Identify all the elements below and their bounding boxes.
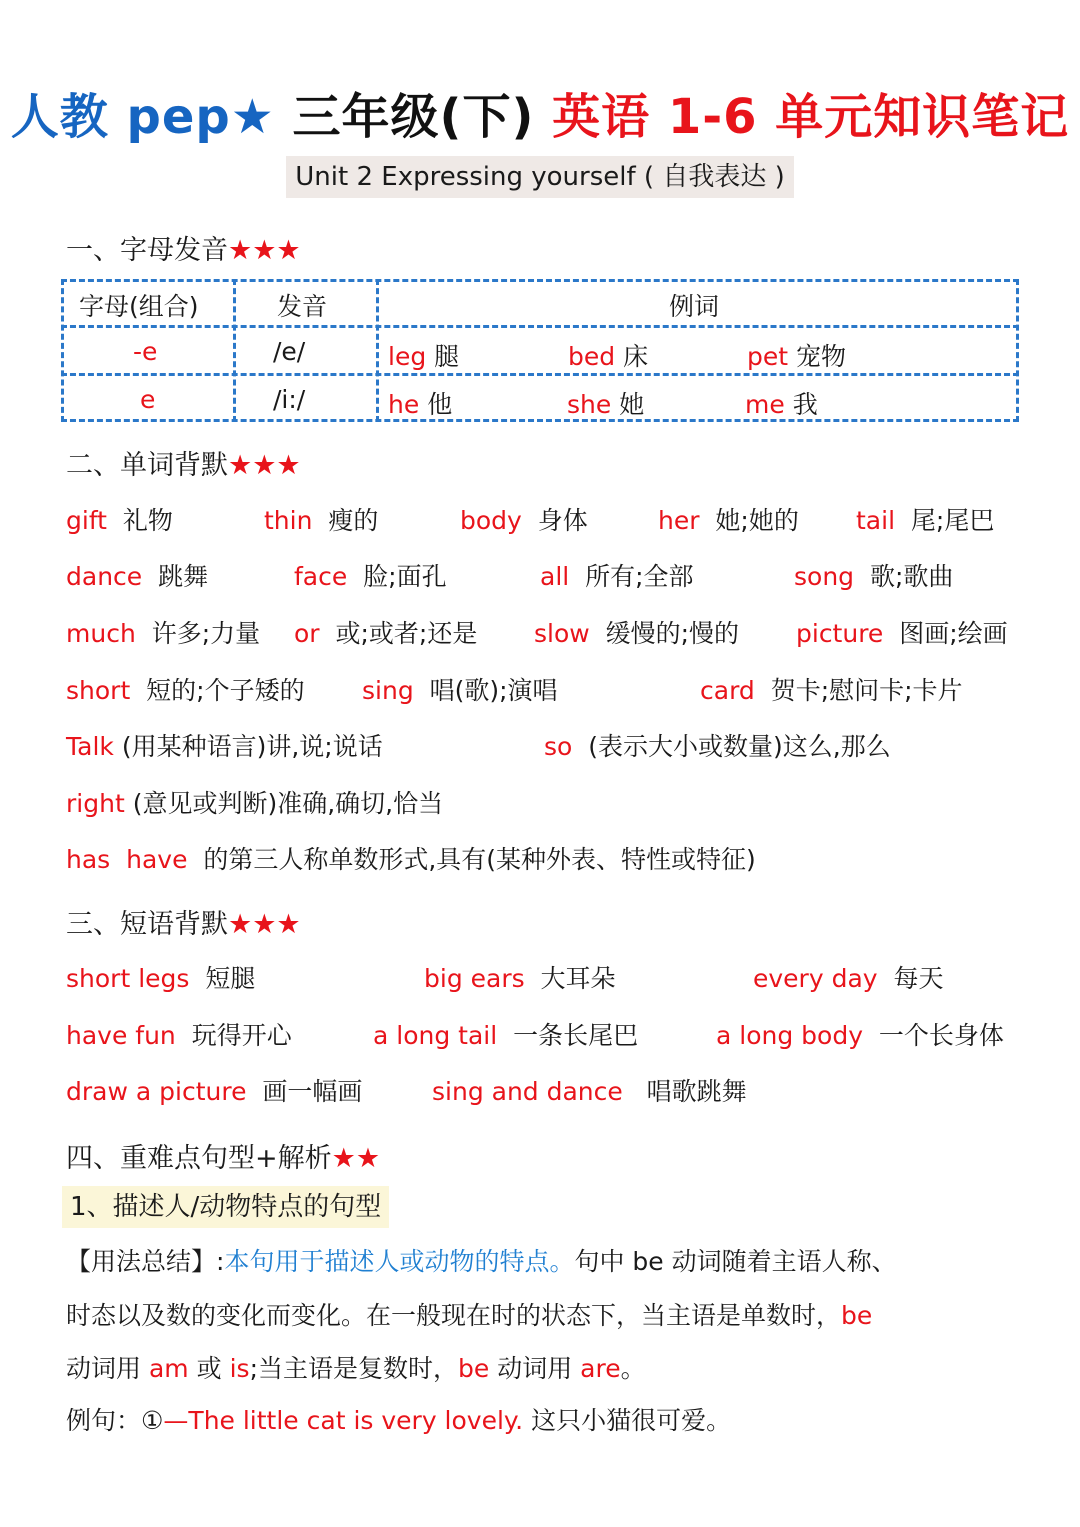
vocab-word: has [66,845,111,874]
example-en: —The little cat is very lovely. [163,1406,524,1435]
vocab-word: or [294,619,320,648]
table-row-2-sound: /i:/ [273,385,306,414]
usage-text: 动词用 [66,1354,142,1383]
example-meaning: 我 [792,390,818,419]
example-meaning: 床 [623,342,649,371]
vocab-word: picture [796,619,884,648]
phrase-item [373,1016,638,1052]
vocab-item [66,557,208,593]
usage-summary-line-2 [66,1296,872,1332]
vocab-word: her [658,506,700,535]
phrase-en: sing and dance [432,1077,623,1106]
vocab-item [294,614,477,650]
letter-sound-table [61,279,1019,422]
vocab-item [66,671,305,707]
table-row-2-example-3 [745,385,818,421]
vocab-word: dance [66,562,143,591]
table-border-right [1016,279,1019,422]
vocab-meaning: 所有;全部 [585,562,694,591]
phrase-cn: 大耳朵 [540,964,616,993]
table-row-1-sound: /e/ [273,337,306,366]
vocab-word-extra: have [126,845,188,874]
vocab-item [66,501,173,537]
phrase-cn: 短腿 [205,964,256,993]
vocab-item [856,501,994,537]
usage-text: 。 [620,1354,646,1383]
vocab-meaning: 脸;面孔 [363,562,447,591]
usage-text: 或 [196,1354,222,1383]
table-row-1-example-3 [747,337,846,373]
vocab-item [658,501,799,537]
section2-stars: ★★★ [228,450,301,481]
example-meaning: 腿 [434,342,460,371]
section1-heading-text: 一、字母发音 [66,235,228,266]
vocab-item [294,557,447,593]
phrase-item [66,959,255,995]
table-row-2-letter: e [140,385,156,414]
table-rule-1 [61,325,1019,328]
vocab-meaning: 的第三人称单数形式,具有(某种外表、特性或特征) [203,845,756,874]
section4-stars: ★★ [331,1143,381,1174]
table-row-1-example-1 [388,337,459,373]
example-label: 例句：① [66,1406,164,1435]
vocab-item [544,727,891,763]
vocab-word: short [66,676,131,705]
table-row-1-letter: -e [133,337,158,366]
table-header-letter: 字母(组合) [79,292,199,321]
usage-highlight: 本句用于描述人或动物的特点。 [224,1247,575,1276]
phrase-item [424,959,616,995]
table-col-rule-1 [233,279,236,422]
vocab-word: tail [856,506,896,535]
vocab-word: song [794,562,855,591]
phrase-item [716,1016,1004,1052]
vocab-word: right [66,789,125,818]
vocab-meaning: (用某种语言)讲,说;说话 [121,732,383,761]
page-title [0,78,1080,147]
example-meaning: 他 [427,390,453,419]
usage-be: be [841,1301,873,1330]
phrase-cn: 玩得开心 [191,1021,292,1050]
vocab-item [700,671,963,707]
vocab-item [540,557,694,593]
section1-stars: ★★★ [228,235,301,266]
usage-be: be [458,1354,490,1383]
phrase-cn: 一个长身体 [878,1021,1004,1050]
usage-text: ;当主语是复数时， [249,1354,458,1383]
vocab-meaning: 图画;绘画 [899,619,1008,648]
table-border-top [61,279,1019,282]
usage-summary-line-3 [66,1349,646,1385]
title-part-4: 英语 1-6 单元知识笔记 [552,89,1070,145]
vocab-meaning: (表示大小或数量)这么,那么 [588,732,891,761]
usage-rest: 句中 be 动词随着主语人称、 [574,1247,897,1276]
table-row-2-example-2 [567,385,644,421]
vocab-item [66,840,756,876]
vocab-meaning: 短的;个子矮的 [146,676,305,705]
example-meaning: 她 [619,390,645,419]
phrase-item [66,1072,362,1108]
unit-label: Unit 2 Expressing yourself ( 自我表达 ) [286,156,794,198]
vocab-meaning: 歌;歌曲 [869,562,954,591]
table-rule-2 [61,373,1019,376]
phrase-cn: 每天 [893,964,944,993]
section1-heading [66,228,301,267]
section3-stars: ★★★ [228,909,301,940]
table-border-left [61,279,64,422]
title-part-2: pep★ [126,89,275,145]
vocab-item [66,727,383,763]
section4-heading [66,1136,380,1175]
vocab-word: much [66,619,136,648]
section2-heading [66,443,301,482]
vocab-item [794,557,953,593]
example-word: pet [747,342,789,371]
vocab-meaning: 瘦的 [328,506,379,535]
section4-heading-text: 四、重难点句型+解析 [66,1143,332,1174]
vocab-meaning: 跳舞 [158,562,209,591]
vocab-word: thin [264,506,313,535]
usage-are: are [580,1354,621,1383]
phrase-en: a long body [716,1021,863,1050]
phrase-cn: 一条长尾巴 [513,1021,639,1050]
section3-heading [66,902,301,941]
vocab-item [264,501,378,537]
phrase-en: every day [753,964,878,993]
vocab-meaning: 或;或者;还是 [335,619,478,648]
title-part-1: 人教 [10,89,109,145]
vocab-meaning: 唱(歌);演唱 [429,676,558,705]
example-sentence [66,1401,731,1437]
vocab-item [534,614,739,650]
vocab-word: slow [534,619,590,648]
example-word: me [745,390,785,419]
phrase-item [753,959,943,995]
vocab-meaning: (意见或判断)准确,确切,恰当 [132,789,444,818]
phrase-en: have fun [66,1021,176,1050]
usage-am: am [148,1354,189,1383]
vocab-word: Talk [66,732,114,761]
vocab-word: so [544,732,573,761]
vocab-meaning: 身体 [537,506,588,535]
section2-heading-text: 二、单词背默 [66,450,228,481]
section3-heading-text: 三、短语背默 [66,909,228,940]
phrase-item [66,1016,292,1052]
vocab-meaning: 尾;尾巴 [910,506,995,535]
table-col-rule-2 [376,279,379,422]
table-header-examples: 例词 [669,292,720,321]
vocab-meaning: 许多;力量 [151,619,261,648]
usage-line-2-text: 时态以及数的变化而变化。在一般现在时的状态下，当主语是单数时， [66,1301,842,1330]
table-row-1-example-2 [568,337,648,373]
phrase-en: short legs [66,964,190,993]
example-word: leg [388,342,427,371]
subheading-sentence-pattern: 1、描述人/动物特点的句型 [62,1186,389,1228]
table-row-2-example-1 [388,385,452,421]
vocab-meaning: 贺卡;慰问卡;卡片 [770,676,963,705]
vocab-word: face [294,562,348,591]
vocab-word: all [540,562,570,591]
vocab-word: body [460,506,522,535]
example-word: she [567,390,612,419]
usage-summary-line-1 [66,1242,897,1278]
usage-is: is [229,1354,250,1383]
phrase-en: draw a picture [66,1077,247,1106]
usage-text: 动词用 [497,1354,573,1383]
phrase-cn: 唱歌跳舞 [646,1077,747,1106]
vocab-word: sing [362,676,414,705]
usage-label: 【用法总结】: [66,1247,225,1276]
table-border-bottom [61,419,1019,422]
example-word: he [388,390,420,419]
example-word: bed [568,342,616,371]
vocab-meaning: 缓慢的;慢的 [605,619,740,648]
phrase-cn: 画一幅画 [262,1077,363,1106]
vocab-meaning: 她;她的 [715,506,799,535]
phrase-item [432,1072,747,1108]
vocab-word: gift [66,506,107,535]
vocab-item [796,614,1008,650]
vocab-item [460,501,588,537]
title-part-3: 三年级(下) [292,89,535,145]
phrase-en: a long tail [373,1021,498,1050]
example-meaning: 宠物 [796,342,847,371]
table-header-sound: 发音 [277,292,328,321]
vocab-item [66,784,443,820]
phrase-en: big ears [424,964,525,993]
example-cn: 这只小猫很可爱。 [531,1406,732,1435]
vocab-item [362,671,558,707]
vocab-meaning: 礼物 [122,506,173,535]
vocab-item [66,614,260,650]
vocab-word: card [700,676,755,705]
